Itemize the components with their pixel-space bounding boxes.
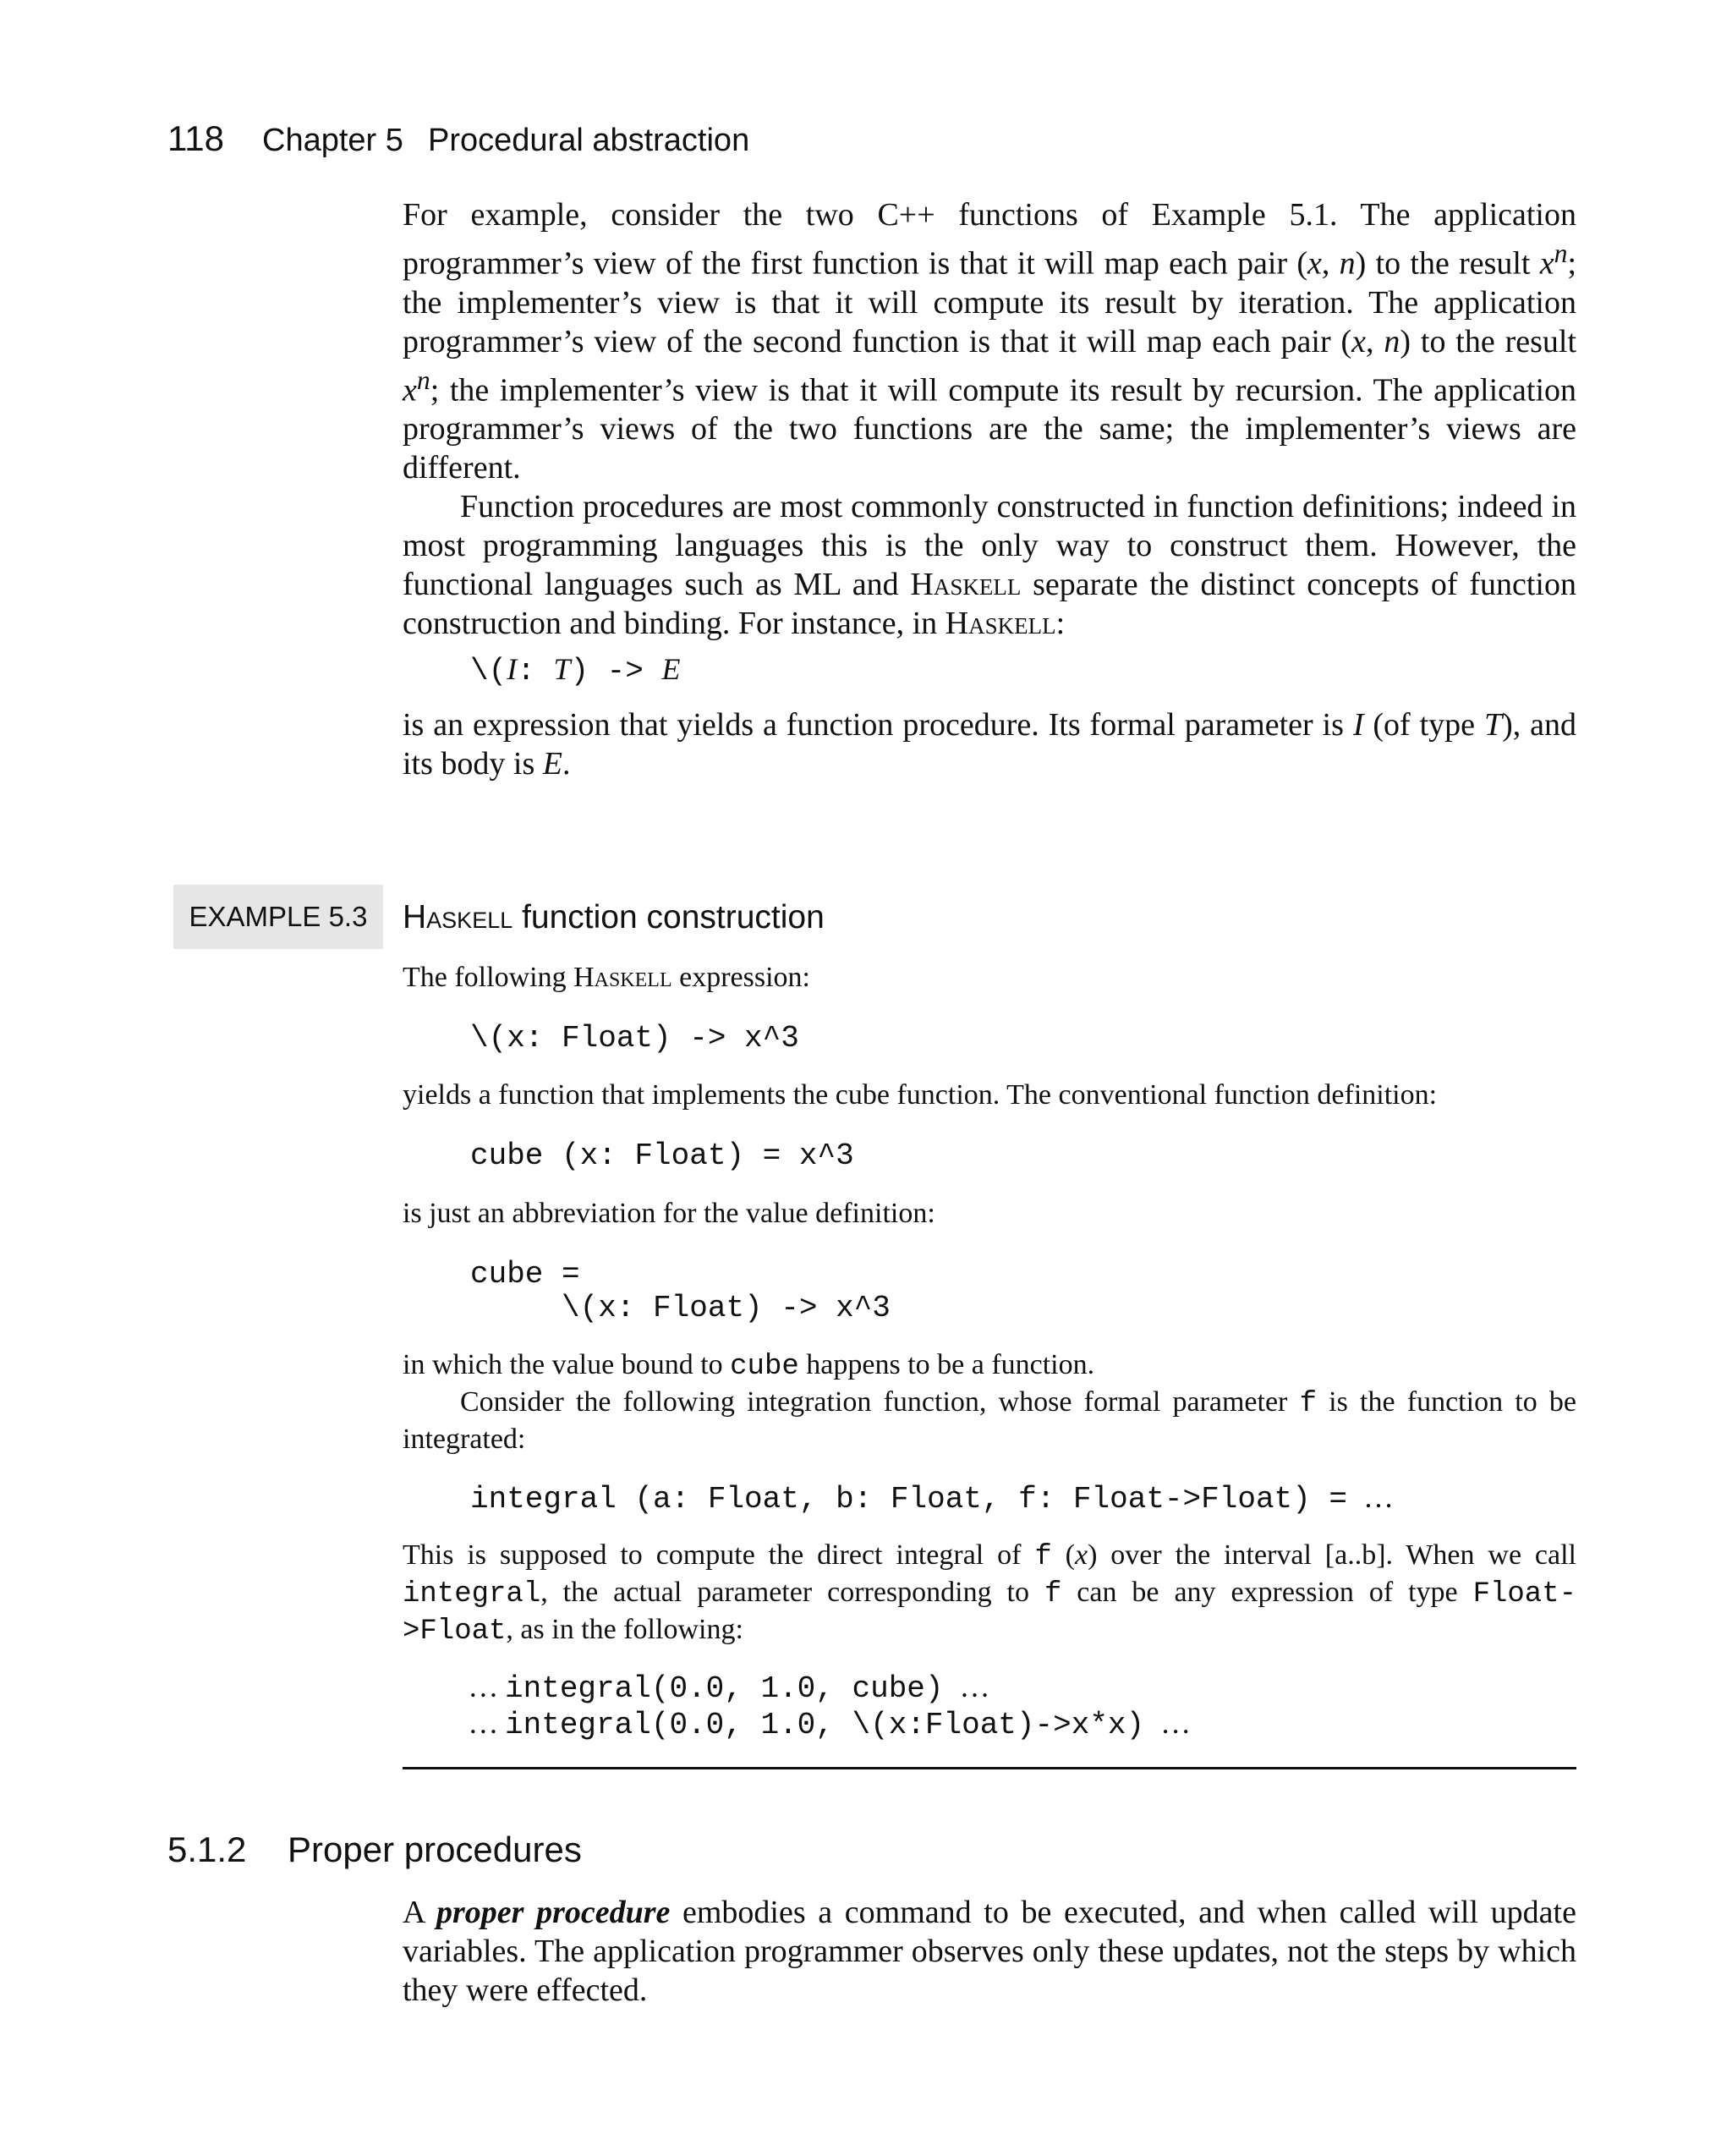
lambda-explanation-paragraph: is an expression that yields a function procedure. Its formal parameter is I (of type T), and its body is E.	[403, 707, 1577, 782]
code-integral-signature: integral (a: Float, b: Float, f: Float->Float) = …	[470, 1480, 1393, 1517]
intro-paragraph: For example, consider the two C++ functions of Example 5.1. The application programmer’s view of the first function is that it will map each pair (x, n) to the result $x^n$; the implementer’s view is that it will compute its result by iteration. The application programmer’s view of the second function is that it will map each pair (x, n) to the result $x^n$; the implementer’s view is that it will compute its result by recursion. The application programmer’s views of the two functions are the same; the implementer’s views are different. Function procedures are most commonly constructed in function definitions; indeed in most programming languages this is the only way to construct them. However, the functional languages such as ML and Haskell separate the distinct concepts of function construction and binding. For instance, in Haskell:	[403, 197, 1577, 642]
code-cube-value-definition: cube = \(x: Float) -> x^3	[470, 1257, 891, 1325]
section-number: 5.1.2	[167, 1830, 247, 1869]
example-text-1: The following Haskell expression:	[403, 962, 810, 993]
code-cube-definition: cube (x: Float) = x^3	[470, 1138, 854, 1173]
chapter-label: Chapter 5	[262, 123, 403, 158]
running-head	[167, 118, 749, 159]
example-title: Haskell function construction	[403, 899, 825, 935]
example-text-4: in which the value bound to cube happens to be a function. Consider the following integration function, whose formal parameter f is the function to be integrated:	[403, 1349, 1576, 1455]
example-text-5: This is supposed to compute the direct integral of f (x) over the interval [a..b]. When we call integral, the actual parameter corresponding to f can be any expression of type Float->Float, as in the following:	[403, 1539, 1577, 1648]
code-cube-lambda: \(x: Float) -> x^3	[470, 1021, 799, 1056]
code-lambda-general: \(I: T) -> E	[470, 652, 681, 688]
proper-procedure-paragraph: A proper procedure embodies a command to be executed, and when called will update variables. The application programmer observes only these updates, not the steps by which they were effected.	[403, 1895, 1576, 2008]
code-integral-calls: … integral(0.0, 1.0, cube) … … integral(0.0, 1.0, \(x:Float)->x*x) …	[470, 1670, 1190, 1742]
section-heading	[167, 1830, 582, 1870]
function-procedures-paragraph: Function procedures are most commonly constructed in function definitions; indeed in most programming languages this is the only way to construct them. However, the functional languages such as ML and Haskell separate the distinct concepts of function construction and binding. For instance, in Haskell:	[403, 489, 1576, 642]
section-title: Proper procedures	[288, 1830, 582, 1869]
example-end-rule	[403, 1767, 1576, 1769]
example-text-2: yields a function that implements the cube function. The conventional function definition:	[403, 1079, 1438, 1111]
example-label: EXAMPLE 5.3	[173, 885, 383, 949]
page-number: 118	[167, 118, 224, 158]
example-text-3: is just an abbreviation for the value definition:	[403, 1198, 935, 1229]
chapter-title: Procedural abstraction	[428, 123, 750, 158]
